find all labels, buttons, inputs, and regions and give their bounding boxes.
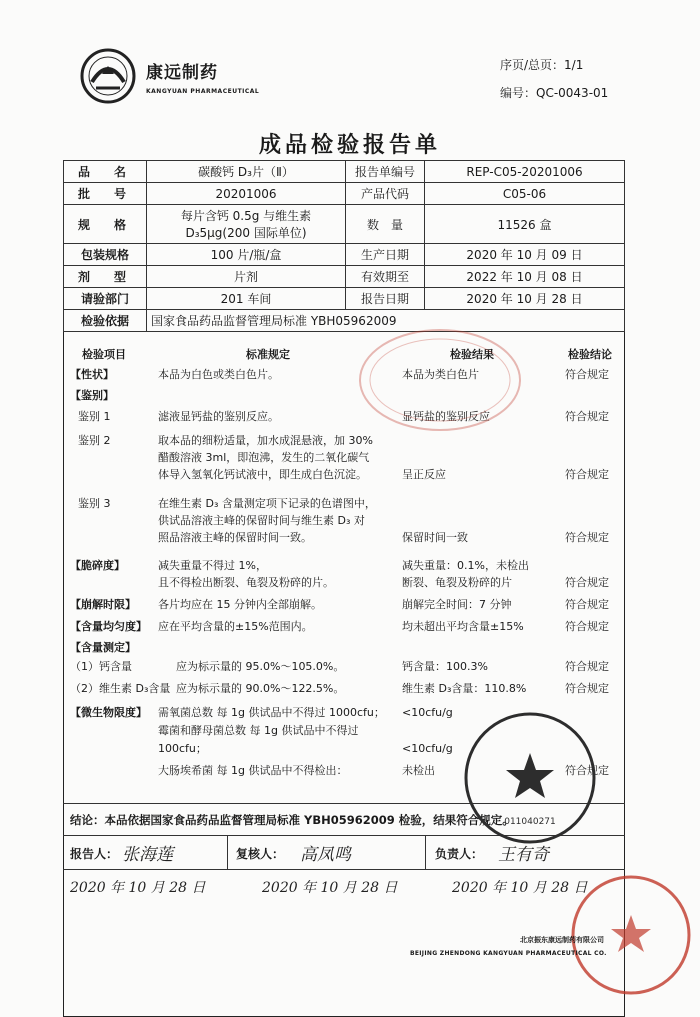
code-label: 产品代码	[346, 183, 425, 205]
reporter-label: 报告人：	[70, 847, 119, 861]
basis-label: 检验依据	[64, 310, 147, 332]
item-vitamin-d3: （2）维生素 D₃含量	[70, 682, 171, 695]
std-ident-2-line3: 体导入氢氧化钙试液中，即生成白色沉淀。	[158, 468, 367, 481]
res-microbial-aerobic: <10cfu/g	[402, 706, 453, 719]
sign-divider-1	[227, 835, 228, 869]
page-info: 序页/总页：1/1	[500, 58, 584, 72]
con-microbial: 符合规定	[565, 764, 609, 777]
con-uniformity: 符合规定	[565, 620, 609, 633]
form-value: 片剂	[147, 266, 346, 288]
con-calcium: 符合规定	[565, 660, 609, 673]
batch-label: 批 号	[64, 183, 147, 205]
con-vitamin-d3: 符合规定	[565, 682, 609, 695]
pack-label: 包装规格	[64, 244, 147, 266]
dept-value: 201 车间	[147, 288, 346, 310]
reporter-signature: 张海莲	[122, 845, 173, 865]
form-label: 剂 型	[64, 266, 147, 288]
header-conclusion: 检验结论	[568, 348, 612, 361]
sign-divider-2	[425, 835, 426, 869]
qa-stamp-number: 011040271	[504, 817, 556, 827]
res-calcium: 钙含量：100.3%	[402, 660, 488, 673]
responsible-signature: 王有奇	[498, 845, 549, 865]
std-disintegration: 各片均应在 15 分钟内全部崩解。	[158, 598, 322, 611]
reviewer-signature: 高凤鸣	[300, 845, 351, 865]
res-vitamin-d3: 维生素 D₃含量：110.8%	[402, 682, 527, 695]
item-friability: 【脆碎度】	[70, 559, 125, 572]
std-microbial-line4: 大肠埃希菌 每 1g 供试品中不得检出：	[158, 764, 348, 777]
item-microbial: 【微生物限度】	[70, 706, 147, 719]
item-ident-3: 鉴别 3	[78, 497, 111, 510]
std-appearance: 本品为白色或类白色片。	[158, 368, 279, 381]
res-ident-1: 显钙盐的鉴别反应	[402, 410, 490, 423]
std-ident-3-line2: 供试品溶液主峰的保留时间与维生素 D₃ 对	[158, 514, 365, 527]
responsible-label: 负责人：	[435, 847, 484, 861]
mfg-value: 2020 年 10 月 09 日	[425, 244, 625, 266]
reporter-date: 2020 年 10 月 28 日	[70, 880, 206, 896]
item-ident-2: 鉴别 2	[78, 434, 111, 447]
company-name-en: KANGYUAN PHARMACEUTICAL	[146, 88, 260, 95]
item-uniformity: 【含量均匀度】	[70, 620, 147, 633]
report-no-value: REP-C05-20201006	[425, 161, 625, 183]
footer-company-cn: 北京振东康远制药有限公司	[520, 936, 604, 944]
con-ident-1: 符合规定	[565, 410, 609, 423]
std-ident-3-line3: 照品溶液主峰的保留时间一致。	[158, 531, 312, 544]
pack-value: 100 片/瓶/盒	[147, 244, 346, 266]
item-ident-1: 鉴别 1	[78, 410, 111, 423]
code-value: C05-06	[425, 183, 625, 205]
spec-value: 每片含钙 0.5g 与维生素 D₃5μg(200 国际单位)	[147, 205, 346, 244]
res-disintegration: 崩解完全时间：7 分钟	[402, 598, 512, 611]
res-ident-3: 保留时间一致	[402, 531, 468, 544]
std-microbial-line3: 100cfu；	[158, 742, 207, 755]
std-ident-2-line1: 取本品的细粉适量，加水成混悬液，加 30%	[158, 434, 373, 447]
qc-stamp-faded	[355, 325, 525, 435]
res-uniformity: 均未超出平均含量±15%	[402, 620, 524, 633]
reviewer-label: 复核人：	[236, 847, 285, 861]
std-friability-line2: 且不得检出断裂、龟裂及粉碎的片。	[158, 576, 334, 589]
batch-value: 20201006	[147, 183, 346, 205]
qty-value: 11526 盒	[425, 205, 625, 244]
exp-value: 2022 年 10 月 08 日	[425, 266, 625, 288]
res-appearance: 本品为类白色片	[402, 368, 479, 381]
res-microbial-ecoli: 未检出	[402, 764, 435, 777]
std-microbial-line2: 霉菌和酵母菌总数 每 1g 供试品中不得过	[158, 724, 359, 737]
company-name: 康远制药	[146, 63, 218, 83]
basis-value: 国家食品药品监督管理局标准 YBH05962009	[147, 310, 625, 332]
res-microbial-yeast: <10cfu/g	[402, 742, 453, 755]
item-disintegration: 【崩解时限】	[70, 598, 136, 611]
con-disintegration: 符合规定	[565, 598, 609, 611]
product-info-table	[63, 160, 625, 332]
res-friability-line2: 断裂、龟裂及粉碎的片	[402, 576, 512, 589]
exp-label: 有效期至	[346, 266, 425, 288]
footer-company-en: BEIJING ZHENDONG KANGYUAN PHARMACEUTICAL CO.	[410, 950, 607, 957]
std-uniformity: 应在平均含量的±15%范围内。	[158, 620, 313, 633]
product-label: 品 名	[64, 161, 147, 183]
std-ident-2-line2: 醋酸溶液 3ml，即泡沸，发生的二氧化碳气	[158, 451, 370, 464]
dept-label: 请验部门	[64, 288, 147, 310]
header-result: 检验结果	[450, 348, 494, 361]
std-microbial-line1: 需氧菌总数 每 1g 供试品中不得过 1000cfu；	[158, 706, 385, 719]
con-ident-3: 符合规定	[565, 531, 609, 544]
con-ident-2: 符合规定	[565, 468, 609, 481]
report-no-label: 报告单编号	[346, 161, 425, 183]
doc-number: 编号：QC-0043-01	[500, 86, 609, 100]
company-logo	[80, 48, 136, 104]
std-vitamin-d3: 应为标示量的 90.0%～122.5%。	[176, 682, 345, 695]
product-value: 碳酸钙 D₃片（Ⅱ）	[147, 161, 346, 183]
res-friability-line1: 减失重量：0.1%，未检出	[402, 559, 529, 572]
header-item: 检验项目	[82, 348, 126, 361]
report-date-label: 报告日期	[346, 288, 425, 310]
header-standard: 标准规定	[246, 348, 290, 361]
responsible-date: 2020 年 10 月 28 日	[452, 880, 588, 896]
mfg-label: 生产日期	[346, 244, 425, 266]
con-appearance: 符合规定	[565, 368, 609, 381]
std-friability-line1: 减失重量不得过 1%，	[158, 559, 267, 572]
item-appearance: 【性状】	[70, 368, 114, 381]
item-assay: 【含量测定】	[70, 641, 136, 654]
std-ident-3-line1: 在维生素 D₃ 含量测定项下记录的色谱图中，	[158, 497, 376, 510]
qty-label: 数 量	[346, 205, 425, 244]
spec-label: 规 格	[64, 205, 147, 244]
std-calcium: 应为标示量的 95.0%～105.0%。	[176, 660, 345, 673]
page-title: 成品检验报告单	[258, 133, 441, 158]
res-ident-2: 呈正反应	[402, 468, 446, 481]
qa-stamp	[460, 708, 600, 848]
std-ident-1: 滤液显钙盐的鉴别反应。	[158, 410, 279, 423]
reviewer-date: 2020 年 10 月 28 日	[262, 880, 398, 896]
divider-sign-dates	[63, 869, 625, 870]
report-date-value: 2020 年 10 月 28 日	[425, 288, 625, 310]
conclusion-text: 结论：本品依据国家食品药品监督管理局标准 YBH05962009 检验，结果符合规定。	[70, 813, 514, 827]
item-calcium: （1）钙含量	[70, 660, 132, 673]
item-identification: 【鉴别】	[70, 389, 114, 402]
con-friability: 符合规定	[565, 576, 609, 589]
